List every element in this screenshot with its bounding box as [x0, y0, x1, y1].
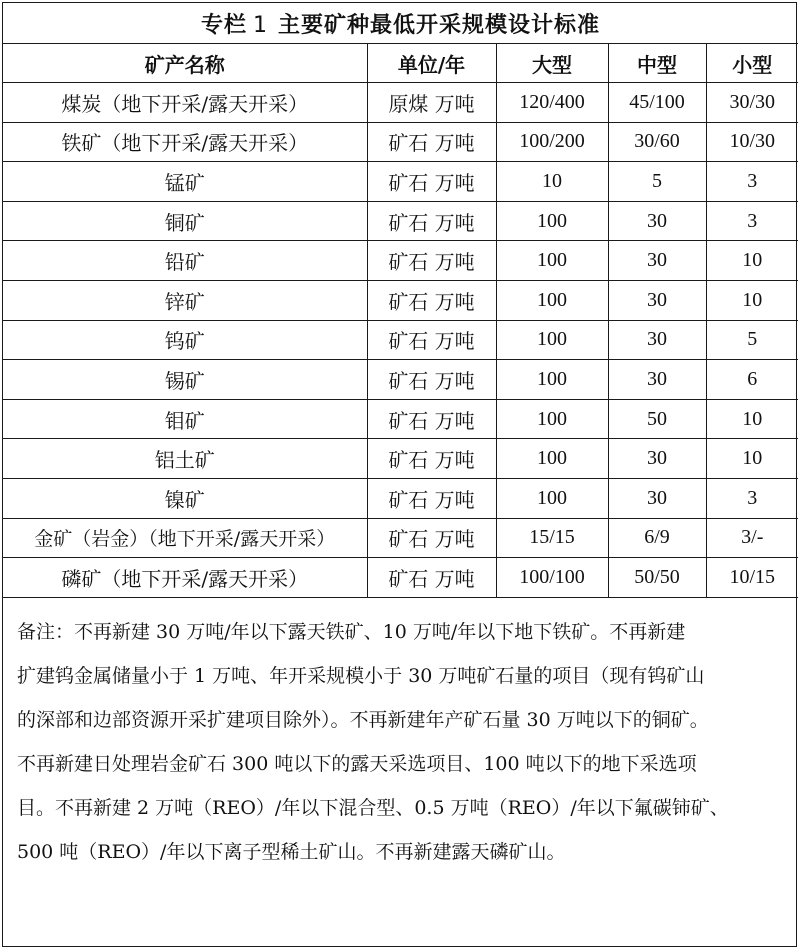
medium-value: 30/60 [608, 122, 706, 162]
large-value: 100/100 [496, 558, 608, 598]
note-line: 的深部和边部资源开采扩建项目除外）。不再新建年产矿石量 30 万吨以下的铜矿。 [17, 708, 709, 731]
small-value: 3 [706, 478, 798, 518]
large-value: 100 [496, 439, 608, 479]
large-value: 100/200 [496, 122, 608, 162]
unit-cell: 矿石 万吨 [367, 201, 496, 241]
mineral-name: 铜矿 [3, 201, 367, 241]
table-row [3, 439, 798, 479]
small-value: 3 [706, 201, 798, 241]
table-row [3, 360, 798, 400]
large-value: 100 [496, 478, 608, 518]
mineral-name: 钼矿 [3, 399, 367, 439]
title-prefix: 专栏 [201, 12, 248, 38]
header-name: 矿产名称 [3, 44, 367, 83]
mineral-name: 镍矿 [3, 478, 367, 518]
unit-cell: 矿石 万吨 [367, 241, 496, 281]
table-row [3, 280, 798, 320]
table-row [3, 320, 798, 360]
small-value: 10 [706, 241, 798, 281]
small-value: 3/- [706, 518, 798, 558]
mineral-name: 铅矿 [3, 241, 367, 281]
mineral-name: 金矿（岩金）（地下开采/露天开采） [3, 518, 367, 558]
table-row [3, 83, 798, 123]
unit-cell: 矿石 万吨 [367, 478, 496, 518]
mineral-name: 磷矿（地下开采/露天开采） [3, 558, 367, 598]
large-value: 10 [496, 162, 608, 202]
unit-cell: 矿石 万吨 [367, 360, 496, 400]
small-value: 10/30 [706, 122, 798, 162]
title-text: 主要矿种最低开采规模设计标准 [278, 12, 601, 38]
unit-cell: 矿石 万吨 [367, 558, 496, 598]
standards-table-panel [2, 2, 797, 947]
large-value: 100 [496, 201, 608, 241]
unit-cell: 矿石 万吨 [367, 320, 496, 360]
note-line: 备注：不再新建 30 万吨/年以下露天铁矿、10 万吨/年以下地下铁矿。不再新建 [17, 620, 686, 643]
table-row [3, 478, 798, 518]
large-value: 100 [496, 280, 608, 320]
medium-value: 50/50 [608, 558, 706, 598]
unit-cell: 矿石 万吨 [367, 439, 496, 479]
small-value: 30/30 [706, 83, 798, 123]
mineral-name: 铁矿（地下开采/露天开采） [3, 122, 367, 162]
small-value: 5 [706, 320, 798, 360]
medium-value: 30 [608, 360, 706, 400]
small-value: 3 [706, 162, 798, 202]
medium-value: 30 [608, 478, 706, 518]
note-line: 不再新建日处理岩金矿石 300 吨以下的露天采选项目、100 吨以下的地下采选项 [17, 752, 697, 775]
small-value: 6 [706, 360, 798, 400]
note-line: 目。不再新建 2 万吨（REO）/年以下混合型、0.5 万吨（REO）/年以下氟碳铈矿、 [17, 796, 729, 819]
medium-value: 30 [608, 280, 706, 320]
unit-cell: 矿石 万吨 [367, 122, 496, 162]
header-unit: 单位/年 [367, 44, 496, 83]
mineral-name: 铝土矿 [3, 439, 367, 479]
large-value: 15/15 [496, 518, 608, 558]
small-value: 10 [706, 280, 798, 320]
unit-cell: 矿石 万吨 [367, 162, 496, 202]
mining-scale-table [3, 3, 798, 874]
header-row [3, 44, 798, 83]
title-number: 1 [253, 12, 269, 38]
medium-value: 30 [608, 241, 706, 281]
medium-value: 30 [608, 439, 706, 479]
unit-cell: 原煤 万吨 [367, 83, 496, 123]
medium-value: 30 [608, 320, 706, 360]
table-row [3, 518, 798, 558]
table-row [3, 558, 798, 598]
medium-value: 6/9 [608, 518, 706, 558]
unit-cell: 矿石 万吨 [367, 399, 496, 439]
large-value: 100 [496, 399, 608, 439]
unit-cell: 矿石 万吨 [367, 518, 496, 558]
large-value: 100 [496, 360, 608, 400]
mineral-name: 煤炭（地下开采/露天开采） [3, 83, 367, 123]
medium-value: 5 [608, 162, 706, 202]
small-value: 10 [706, 399, 798, 439]
large-value: 120/400 [496, 83, 608, 123]
medium-value: 45/100 [608, 83, 706, 123]
large-value: 100 [496, 320, 608, 360]
medium-value: 50 [608, 399, 706, 439]
small-value: 10/15 [706, 558, 798, 598]
table-row [3, 122, 798, 162]
header-small: 小型 [706, 44, 798, 83]
table-row [3, 399, 798, 439]
mineral-name: 锌矿 [3, 280, 367, 320]
small-value: 10 [706, 439, 798, 479]
table-row [3, 162, 798, 202]
note-section [3, 597, 798, 874]
header-medium: 中型 [608, 44, 706, 83]
mineral-name: 钨矿 [3, 320, 367, 360]
table-row [3, 241, 798, 281]
mineral-name: 锡矿 [3, 360, 367, 400]
table-title [3, 3, 798, 44]
note-line: 扩建钨金属储量小于 1 万吨、年开采规模小于 30 万吨矿石量的项目（现有钨矿山 [17, 664, 705, 687]
mineral-name: 锰矿 [3, 162, 367, 202]
large-value: 100 [496, 241, 608, 281]
medium-value: 30 [608, 201, 706, 241]
table-row [3, 201, 798, 241]
header-large: 大型 [496, 44, 608, 83]
unit-cell: 矿石 万吨 [367, 280, 496, 320]
note-line: 500 吨（REO）/年以下离子型稀土矿山。不再新建露天磷矿山。 [17, 840, 566, 863]
